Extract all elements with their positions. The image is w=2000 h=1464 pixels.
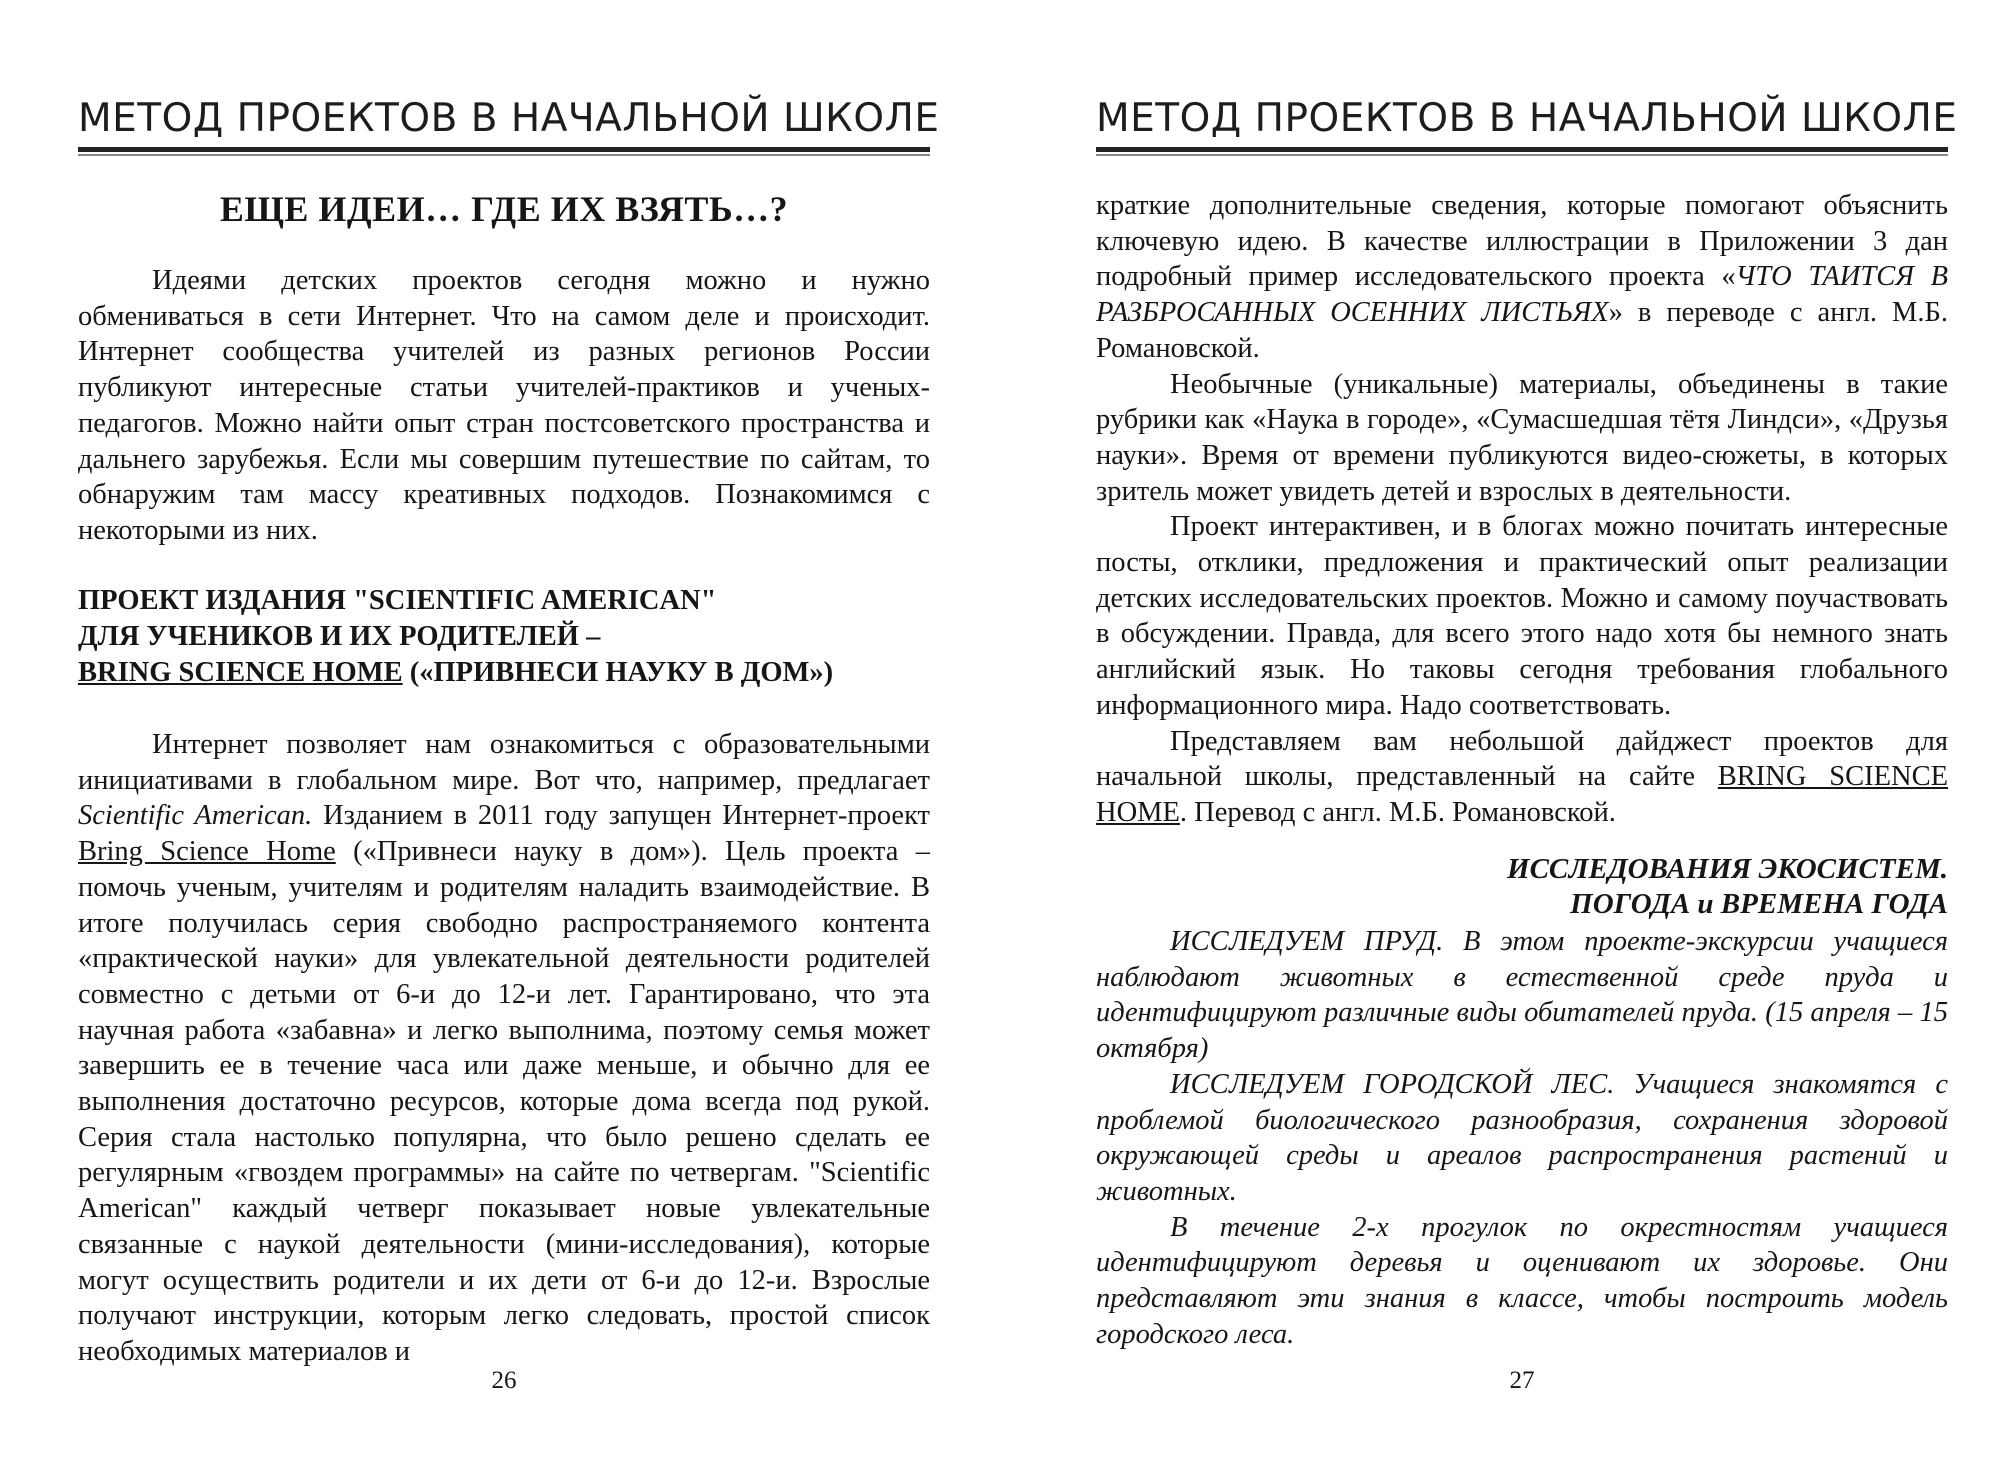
rubric-line-2: ПОГОДА и ВРЕМЕНА ГОДА [1570,888,1948,920]
project-item-forest: ИССЛЕДУЕМ ГОРОДСКОЙ ЛЕС. Учащиеся знакомятся с проблемой биологического разнообразия, сохранения здоровой окружающей среды и ареалов распространения растений и животных. [1096,1068,1948,1207]
text-run: » в переводе с англ. М.Б. Романовской. [1096,297,1948,364]
page-number: 27 [1509,1367,1535,1394]
right-page [1096,0,1958,1464]
site-link-text: BRING SCIENCE HOME [1096,761,1949,828]
rubric-line-1: ИССЛЕДОВАНИЯ ЭКОСИСТЕМ. [1507,853,1948,885]
project-item-pond: ИССЛЕДУЕМ ПРУД. В этом проекте-экскурсии учащиеся наблюдают животных в естественной среде пруда и идентифицируют различные виды обитателей пруда. (15 апреля – 15 октября) [1096,926,1948,1065]
running-head: МЕТОД ПРОЕКТОВ В НАЧАЛЬНОЙ ШКОЛЕ [78,96,940,141]
section-heading-line-2: ДЛЯ УЧЕНИКОВ И ИХ РОДИТЕЛЕЙ – [78,621,601,652]
intro-text [78,263,930,549]
body-paragraph [1096,724,1948,831]
project-item-walks: В течение 2-х прогулок по окрестностям учащиеся идентифицируют деревья и оценивают их здоровье. Они представляют эти знания в классе, чтобы построить модель городского леса. [1096,1211,1948,1350]
publication-name: Scientific American. [78,800,313,832]
text-run: Интернет позволяет нам ознакомиться с образовательными инициативами в глобальном мире. Вот что, например, предлагает [78,729,930,796]
section-heading [78,583,930,691]
example-project-title: ЧТО ТАИТСЯ В РАЗБРОСАННЫХ ОСЕННИХ ЛИСТЬЯХ [1096,261,1948,329]
running-head: МЕТОД ПРОЕКТОВ В НАЧАЛЬНОЙ ШКОЛЕ [1096,96,1958,141]
section-heading-line-1: ПРОЕКТ ИЗДАНИЯ "SCIENTIFIC AMERICAN" [78,585,717,616]
rubric-heading [1096,852,1948,922]
main-text [78,727,930,1370]
body-paragraph: Проект интерактивен, и в блогах можно почитать интересные посты, отклики, предложения и практический опыт реализации детских исследовательских проектов. Можно и самому поучаствовать в обсуждении. Правда, для всего этого надо хотя бы немного знать английский язык. Но таковы сегодня требования глобального информационного мира. Надо соответствовать. [1096,511,1948,721]
body-paragraph: Необычные (уникальные) материалы, объединены в такие рубрики как «Наука в городе», «Сумасшедшая тётя Линдси», «Друзья науки». Время от времени публикуются видео-сюжеты, в которых зритель может увидеть детей и взрослых в деятельности. [1096,368,1948,507]
project-list [1096,924,1948,1352]
section-heading-link: BRING SCIENCE HOME [78,657,403,688]
section-heading-tail: («ПРИВНЕСИ НАУКУ В ДОМ») [402,657,834,688]
chapter-title: ЕЩЕ ИДЕИ… ГДЕ ИХ ВЗЯТЬ…? [219,189,789,229]
section-heading-line-3 [78,655,930,691]
project-link-text: Bring Science Home [78,836,336,868]
text-run: краткие дополнительные сведения, которые помогают объяснить ключевую идею. В качестве иллюстрации в Приложении 3 дан подробный пример исследовательского проекта « [1096,190,1948,293]
body-paragraph [78,727,930,1370]
main-text [1096,188,1948,831]
header-rule [1096,147,1948,152]
text-run: Представляем вам небольшой дайджест проектов для начальной школы, представленный на сайте [1096,725,1948,793]
text-run: . Перевод с англ. М.Б. Романовской. [1179,796,1616,828]
text-run: Изданием в 2011 году запущен Интернет-проект [312,800,930,832]
header-rule [78,147,930,152]
intro-paragraph: Идеями детских проектов сегодня можно и нужно обмениваться в сети Интернет. Что на самом деле и происходит. Интернет сообщества учителей из разных регионов России публикуют интересные статьи учителей-практиков и ученых-педагогов. Можно найти опыт стран постсоветского пространства и дальнего зарубежья. Если мы совершим путешествие по сайтам, то обнаружим там массу креативных подходов. Познакомимся с некоторыми из них. [78,265,930,546]
page-number: 26 [491,1367,517,1394]
left-page [78,0,940,1464]
text-run: («Привнеси науку в дом»). Цель проекта – помочь ученым, учителям и родителям наладить взаимодействие. В итоге получилась серия свободно распространяемого контента «практической науки» для увлекательной деятельности родителей совместно с детьми от 6-и до 12-и лет. Гарантировано, что эта научная работа «забавна» и легко выполнима, поэтому семья может завершить ее в течение часа или даже меньше, и обычно для ее выполнения достаточно ресурсов, которые дома всегда под рукой. Серия стала настолько популярна, что было решено сделать ее регулярным «гвоздем программы» на сайте по четвергам. "Scientific American" каждый четверг показывает новые увлекательные связанные с наукой деятельности (мини-исследования), которые могут осуществить родители и их дети от 6-и до 12-и. Взрослые получают инструкции, которым легко следовать, простой список необходимых материалов и [78,836,930,1367]
continued-paragraph [1096,188,1948,367]
